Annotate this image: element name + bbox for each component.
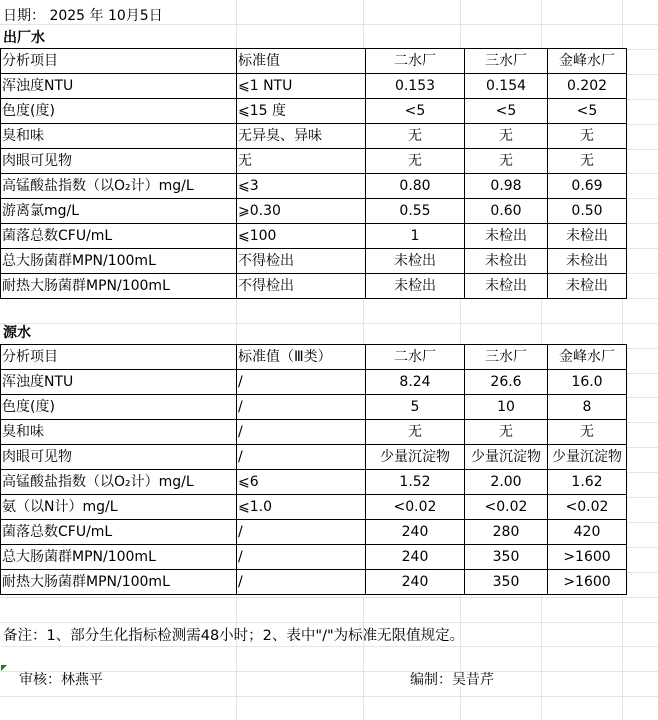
table-row (1, 149, 627, 174)
reviewer-name: 审核：林燕平 (19, 672, 103, 688)
table-cell[interactable]: 无 (548, 124, 627, 149)
table-cell[interactable]: 10 (465, 395, 548, 420)
header-row (1, 49, 627, 74)
table-cell[interactable]: 未检出 (465, 249, 548, 274)
table-cell[interactable]: 肉眼可见物 (1, 149, 237, 174)
table-cell[interactable]: 总大肠菌群MPN/100mL (1, 249, 237, 274)
table-cell[interactable]: 未检出 (366, 249, 465, 274)
header-cell[interactable]: 金峰水厂 (548, 345, 627, 370)
table-cell[interactable]: / (237, 520, 366, 545)
table-cell[interactable]: 未检出 (548, 249, 627, 274)
table-cell[interactable]: 浑浊度NTU (1, 74, 237, 99)
table-row (1, 274, 627, 299)
table-cell[interactable]: 350 (465, 570, 548, 595)
table-cell[interactable]: >1600 (548, 545, 627, 570)
table-row (1, 370, 627, 395)
table-cell[interactable]: 无 (465, 124, 548, 149)
table-cell[interactable]: 不得检出 (237, 274, 366, 299)
section1-title-row (0, 26, 658, 50)
table-cell[interactable]: 未检出 (465, 224, 548, 249)
table-cell[interactable]: 高锰酸盐指数（以O₂计）mg/L (1, 470, 237, 495)
table-cell[interactable]: 0.60 (465, 199, 548, 224)
table-cell[interactable]: 耐热大肠菌群MPN/100mL (1, 274, 237, 299)
table-row (1, 174, 627, 199)
table-cell[interactable]: / (237, 445, 366, 470)
table-row (1, 74, 627, 99)
table-cell[interactable]: 1 (366, 224, 465, 249)
date-row (0, 4, 658, 28)
table-cell[interactable]: 0.69 (548, 174, 627, 199)
table-cell[interactable]: 少量沉淀物 (548, 445, 627, 470)
table-cell[interactable]: 游离氯mg/L (1, 199, 237, 224)
table-cell[interactable]: >1600 (548, 570, 627, 595)
table-cell[interactable]: 总大肠菌群MPN/100mL (1, 545, 237, 570)
table-row (1, 570, 627, 595)
table-cell[interactable]: <5 (548, 99, 627, 124)
table-cell[interactable]: 0.98 (465, 174, 548, 199)
table-cell[interactable]: ⩽15 度 (237, 99, 366, 124)
table-row (1, 470, 627, 495)
table-cell[interactable]: 高锰酸盐指数（以O₂计）mg/L (1, 174, 237, 199)
table-row (1, 249, 627, 274)
table-cell[interactable]: 240 (366, 545, 465, 570)
table-cell[interactable]: 氨（以N计）mg/L (1, 495, 237, 520)
header-cell[interactable]: 金峰水厂 (548, 49, 627, 74)
table-cell[interactable]: 不得检出 (237, 249, 366, 274)
table-cell[interactable]: ⩽6 (237, 470, 366, 495)
header-row (1, 345, 627, 370)
table-cell[interactable]: 26.6 (465, 370, 548, 395)
table-cell[interactable]: ⩽1.0 (237, 495, 366, 520)
table-cell[interactable]: / (237, 545, 366, 570)
table-cell[interactable]: 浑浊度NTU (1, 370, 237, 395)
table-cell[interactable]: 无 (548, 420, 627, 445)
table-cell[interactable]: / (237, 370, 366, 395)
table-cell[interactable]: 未检出 (548, 224, 627, 249)
table-cell[interactable]: 0.154 (465, 74, 548, 99)
header-cell[interactable]: 三水厂 (465, 49, 548, 74)
section1-title: 出厂水 (3, 30, 45, 46)
table-cell[interactable]: 无 (465, 420, 548, 445)
table-cell[interactable]: <5 (465, 99, 548, 124)
table-cell[interactable]: ⩽3 (237, 174, 366, 199)
table-cell[interactable]: 未检出 (366, 274, 465, 299)
table-cell[interactable]: 色度(度) (1, 395, 237, 420)
header-cell[interactable]: 二水厂 (366, 345, 465, 370)
table-row (1, 520, 627, 545)
table-cell[interactable]: <0.02 (366, 495, 465, 520)
table-cell[interactable]: / (237, 420, 366, 445)
gridline (0, 696, 658, 697)
table-cell[interactable]: 少量沉淀物 (366, 445, 465, 470)
table-row (1, 545, 627, 570)
table-cell[interactable]: 耐热大肠菌群MPN/100mL (1, 570, 237, 595)
table-cell[interactable]: 0.153 (366, 74, 465, 99)
table-row (1, 495, 627, 520)
note-row (0, 624, 658, 648)
table-cell[interactable]: 未检出 (465, 274, 548, 299)
table-cell[interactable]: 臭和味 (1, 420, 237, 445)
table-cell[interactable]: 8 (548, 395, 627, 420)
raw-water-table (0, 344, 627, 595)
signature-row (0, 668, 658, 692)
table-cell[interactable]: 2.00 (465, 470, 548, 495)
table-cell[interactable]: ⩾0.30 (237, 199, 366, 224)
note-text: 备注：1、部分生化指标检测需48小时；2、表中"/"为标准无限值规定。 (3, 628, 465, 644)
table-cell[interactable]: 无 (237, 149, 366, 174)
gridline (0, 622, 658, 623)
table-cell[interactable]: 16.0 (548, 370, 627, 395)
table-cell[interactable]: <0.02 (465, 495, 548, 520)
table-cell[interactable]: 无 (548, 149, 627, 174)
table-cell[interactable]: <5 (366, 99, 465, 124)
table-row (1, 99, 627, 124)
header-cell[interactable]: 分析项目 (1, 49, 237, 74)
table-cell[interactable]: 0.55 (366, 199, 465, 224)
header-cell[interactable]: 标准值（Ⅲ类） (237, 345, 366, 370)
table-cell[interactable]: 菌落总数CFU/mL (1, 520, 237, 545)
table-cell[interactable]: ⩽100 (237, 224, 366, 249)
table-cell[interactable]: 420 (548, 520, 627, 545)
table-row (1, 395, 627, 420)
table-cell[interactable]: 无 (366, 149, 465, 174)
table-cell[interactable]: 5 (366, 395, 465, 420)
table-cell[interactable]: 240 (366, 520, 465, 545)
editor-name: 编制：吴昔芹 (410, 672, 494, 688)
table-cell[interactable]: 无 (366, 420, 465, 445)
table-cell[interactable]: 少量沉淀物 (465, 445, 548, 470)
header-cell[interactable]: 二水厂 (366, 49, 465, 74)
table-cell[interactable]: 无 (366, 124, 465, 149)
table-cell[interactable]: 0.50 (548, 199, 627, 224)
report-date: 日期： 2025 年 10月5日 (3, 8, 163, 24)
table-cell[interactable]: 肉眼可见物 (1, 445, 237, 470)
table-cell[interactable]: 臭和味 (1, 124, 237, 149)
gridline (0, 597, 658, 598)
table-row (1, 445, 627, 470)
table-row (1, 224, 627, 249)
cell-error-marker-icon (1, 665, 7, 671)
table-cell[interactable]: 无 (465, 149, 548, 174)
table-cell[interactable]: / (237, 570, 366, 595)
header-cell[interactable]: 三水厂 (465, 345, 548, 370)
table-row (1, 420, 627, 445)
finished-water-table (0, 48, 627, 299)
table-cell[interactable]: ⩽1 NTU (237, 74, 366, 99)
table-cell[interactable]: <0.02 (548, 495, 627, 520)
table-cell[interactable]: 色度(度) (1, 99, 237, 124)
header-cell[interactable]: 分析项目 (1, 345, 237, 370)
table-cell[interactable]: 无异臭、异味 (237, 124, 366, 149)
section2-title-row (0, 321, 658, 345)
table-cell[interactable]: 240 (366, 570, 465, 595)
table-cell[interactable]: 1.62 (548, 470, 627, 495)
table-cell[interactable]: 菌落总数CFU/mL (1, 224, 237, 249)
table-row (1, 199, 627, 224)
table-cell[interactable]: 1.52 (366, 470, 465, 495)
table-cell[interactable]: 未检出 (548, 274, 627, 299)
table-cell[interactable]: / (237, 395, 366, 420)
table-cell[interactable]: 0.202 (548, 74, 627, 99)
header-cell[interactable]: 标准值 (237, 49, 366, 74)
table-cell[interactable]: 0.80 (366, 174, 465, 199)
table-row (1, 124, 627, 149)
section2-title: 源水 (3, 325, 31, 341)
table-cell[interactable]: 280 (465, 520, 548, 545)
table-cell[interactable]: 8.24 (366, 370, 465, 395)
table-cell[interactable]: 350 (465, 545, 548, 570)
